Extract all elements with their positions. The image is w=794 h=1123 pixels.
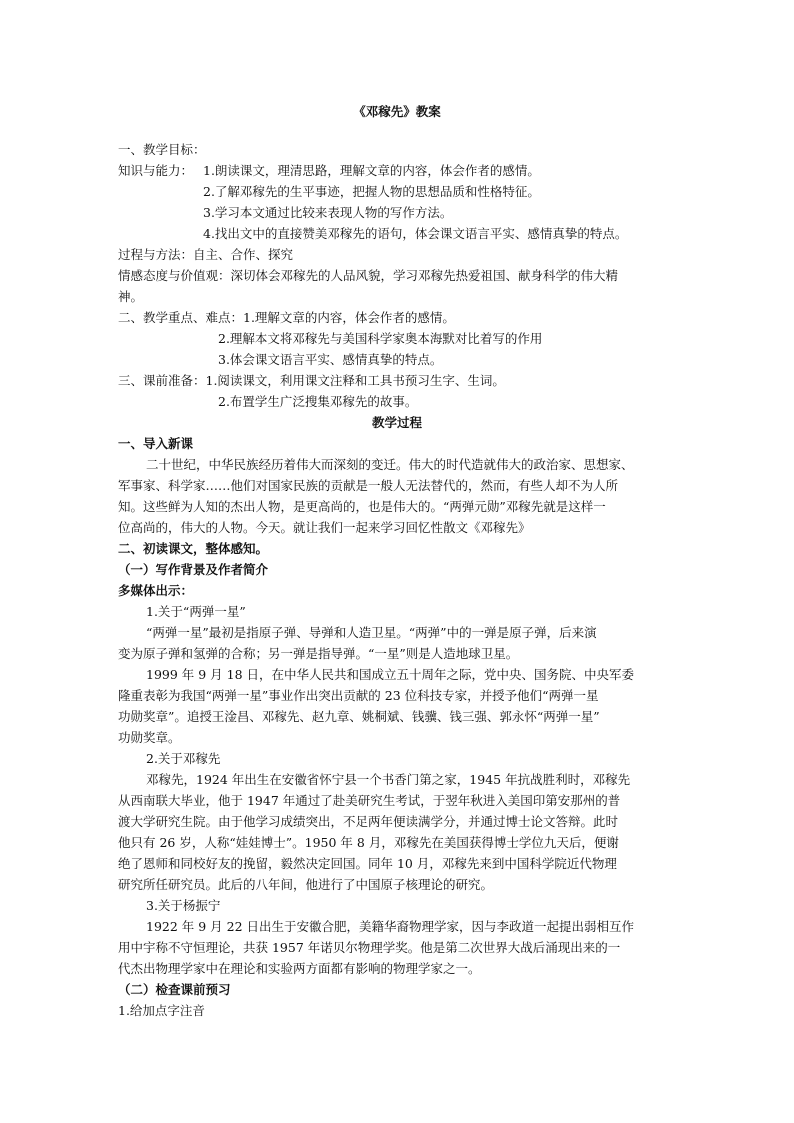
preparation-heading: 三、课前准备：1.阅读课文，利用课文注释和工具书预习生字、生词。: [118, 373, 505, 388]
key-point-item-2: 2.理解本文将邓稼先与美国科学家奥本海默对比着写的作用: [218, 331, 543, 346]
process-method: 过程与方法：自主、合作、探究: [118, 247, 294, 262]
document-title: 《邓稼先》教案: [353, 104, 441, 119]
intro-line-4: 位高尚的，伟大的人物。今天。就让我们一起来学习回忆性散文《邓稼先》: [118, 520, 531, 535]
objective-item-4: 4.找出文中的直接赞美邓稼先的语句，体会课文语言平实、感情真挚的特点。: [203, 226, 628, 241]
item2-title: 2.关于邓稼先: [146, 751, 221, 766]
objectives-heading: 一、教学目标：: [118, 142, 206, 157]
preview-check-subheading: （二）检查课前预习: [118, 982, 231, 997]
item2-line3: 渡大学研究生院。由于他学习成绩突出，不足两年便读满学分，并通过博士论文答辩。此时: [118, 814, 619, 829]
objective-item-2: 2.了解邓稼先的生平事迹，把握人物的思想品质和性格特征。: [203, 184, 540, 199]
item2-line1: 邓稼先，1924 年出生在安徽省怀宁县一个书香门第之家，1945 年抗战胜利时，邓稼先: [146, 772, 631, 787]
knowledge-label: 知识与能力：: [118, 163, 194, 178]
item3-line2: 用中宇称不守恒理论，共获 1957 年诺贝尔物理学奖。他是第二次世界大战后涌现出来的一: [118, 940, 621, 955]
item1-p2-line2: 隆重表彰为我国“两弹一星”事业作出突出贡献的 23 位科技专家，并授予他们“两弹一星: [118, 688, 599, 703]
item2-line5: 绝了恩师和同校好友的挽留，毅然决定回国。同年 10 月，邓稼先来到中国科学院近代物理: [118, 856, 617, 871]
objective-item-3: 3.学习本文通过比较来表现人物的写作方法。: [203, 205, 453, 220]
reading-heading: 二、初读课文，整体感知。: [118, 541, 269, 556]
key-point-item-3: 3.体会课文语言平实、感情真挚的特点。: [218, 352, 443, 367]
item1-p2-line3: 功勋奖章”。追授王淦昌、邓稼先、赵九章、姚桐斌、钱骥、钱三强、郭永怀“两弹一星”: [118, 709, 600, 724]
intro-heading: 一、导入新课: [118, 436, 194, 451]
item1-p1-line2: 变为原子弹和氢弹的合称；另一弹是指导弹。“一星”则是人造地球卫星。: [118, 646, 519, 661]
item3-title: 3.关于杨振宁: [146, 898, 221, 913]
item1-title: 1.关于“两弹一星”: [146, 604, 246, 619]
item1-p1-line1: “两弹一星”最初是指原子弹、导弹和人造卫星。“两弹”中的一弹是原子弹，后来演: [146, 625, 597, 640]
intro-line-1: 二十世纪，中华民族经历着伟大而深刻的变迁。伟大的时代造就伟大的政治家、思想家、: [146, 457, 634, 472]
multimedia-label: 多媒体出示：: [118, 583, 194, 598]
process-title: 教学过程: [371, 415, 422, 430]
emotion-line-1: 情感态度与价值观：深切体会邓稼先的人品风貌，学习邓稼先热爱祖国、献身科学的伟大精: [118, 268, 619, 283]
background-subheading: （一）写作背景及作者简介: [118, 562, 269, 577]
item1-p2-line1: 1999 年 9 月 18 日，在中华人民共和国成立五十周年之际，党中央、国务院、中央军委: [146, 667, 635, 682]
item3-line1: 1922 年 9 月 22 日出生于安徽合肥，美籍华裔物理学家，因与李政道一起提出弱相互作: [146, 919, 635, 934]
objective-item-1: 1.朗读课文，理清思路，理解文章的内容，体会作者的感情。: [203, 163, 540, 178]
item2-line4: 他只有 26 岁，人称“娃娃博士”。1950 年 8 月，邓稼先在美国获得博士学位九天后，便谢: [118, 835, 619, 850]
item3-line3: 代杰出物理学家中在理论和实验两方面都有影响的物理学家之一。: [118, 961, 481, 976]
intro-line-3: 知。这些鲜为人知的杰出人物，是更高尚的，也是伟大的。“两弹元勋”邓稼先就是这样一: [118, 499, 606, 514]
item1-p2-line4: 功勋奖章。: [118, 730, 181, 745]
item2-line6: 研究所任研究员。此后的八年间，他进行了中国原子核理论的研究。: [118, 877, 494, 892]
emotion-line-2: 神。: [118, 289, 144, 304]
preparation-item-2: 2.布置学生广泛搜集邓稼先的故事。: [218, 394, 418, 409]
item2-line2: 从西南联大毕业，他于 1947 年通过了赴美研究生考试，于翌年秋进入美国印第安那州的普: [118, 793, 621, 808]
phonetic-task: 1.给加点字注音: [118, 1003, 205, 1018]
intro-line-2: 军事家、科学家……他们对国家民族的贡献是一般人无法替代的，然而，有些人却不为人所: [118, 478, 619, 493]
key-points-heading: 二、教学重点、难点：1.理解文章的内容，体会作者的感情。: [118, 310, 455, 325]
